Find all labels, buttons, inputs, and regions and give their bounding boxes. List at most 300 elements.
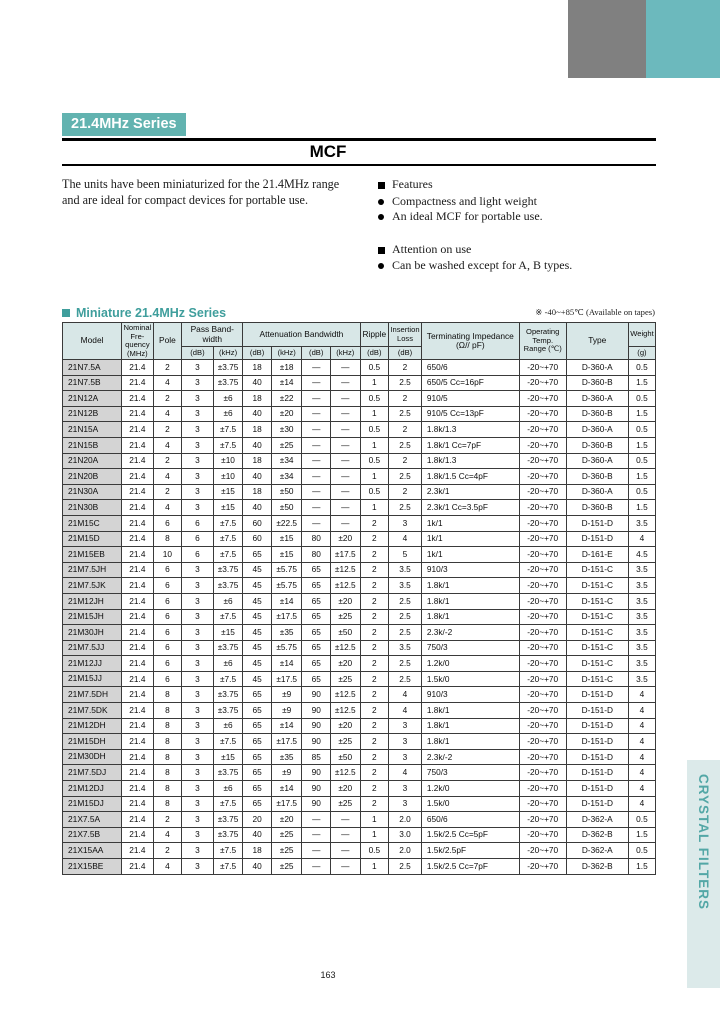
cell-pb-khz: ±6 — [213, 656, 243, 672]
cell-a2-db: 65 — [302, 593, 331, 609]
cell-pole: 4 — [153, 500, 182, 516]
cell-wt: 3.5 — [628, 656, 655, 672]
cell-a2-khz: ±20 — [331, 781, 361, 797]
cell-a1-khz: ±20 — [271, 406, 302, 422]
cell-pb-db: 3 — [182, 422, 214, 438]
cell-type: D-360-A — [566, 391, 628, 407]
cell-freq: 21.4 — [122, 718, 153, 734]
cell-pole: 6 — [153, 515, 182, 531]
cell-temp: -20~+70 — [519, 437, 566, 453]
cell-wt: 0.5 — [628, 453, 655, 469]
cell-pole: 2 — [153, 453, 182, 469]
round-bullet-icon — [378, 263, 384, 269]
cell-pb-db: 3 — [182, 484, 214, 500]
cell-pb-khz: ±15 — [213, 749, 243, 765]
table-row[interactable] — [63, 437, 656, 453]
th-insertion-db: (dB) — [389, 347, 422, 360]
cell-pb-db: 3 — [182, 703, 214, 719]
cell-a2-db: — — [302, 391, 331, 407]
cell-ripple: 1 — [360, 859, 389, 875]
table-row[interactable] — [63, 827, 656, 843]
cell-model: 21M15D — [63, 531, 122, 547]
cell-pb-khz: ±7.5 — [213, 515, 243, 531]
cell-a1-khz: ±14 — [271, 781, 302, 797]
cell-pole: 2 — [153, 422, 182, 438]
cell-pb-khz: ±7.5 — [213, 796, 243, 812]
cell-a2-khz: — — [331, 375, 361, 391]
feature-item — [378, 209, 658, 225]
cell-freq: 21.4 — [122, 781, 153, 797]
cell-a1-khz: ±5.75 — [271, 640, 302, 656]
cell-ripple: 2 — [360, 593, 389, 609]
table-row[interactable] — [63, 453, 656, 469]
table-row[interactable] — [63, 406, 656, 422]
cell-pb-khz: ±6 — [213, 406, 243, 422]
cell-a2-db: 85 — [302, 749, 331, 765]
cell-pb-khz: ±3.75 — [213, 578, 243, 594]
cell-freq: 21.4 — [122, 360, 153, 376]
cell-ins: 2.5 — [389, 437, 422, 453]
cell-temp: -20~+70 — [519, 749, 566, 765]
cell-freq: 21.4 — [122, 500, 153, 516]
cell-a1-db: 18 — [243, 391, 272, 407]
cell-imp: 910/3 — [421, 687, 519, 703]
cell-ins: 2.5 — [389, 469, 422, 485]
cell-pb-db: 6 — [182, 547, 214, 563]
cell-wt: 3.5 — [628, 593, 655, 609]
cell-a1-db: 45 — [243, 562, 272, 578]
cell-temp: -20~+70 — [519, 578, 566, 594]
cell-freq: 21.4 — [122, 640, 153, 656]
attention-heading-row — [378, 242, 658, 258]
cell-temp: -20~+70 — [519, 500, 566, 516]
cell-type: D-151-C — [566, 562, 628, 578]
table-row[interactable] — [63, 515, 656, 531]
cell-type: D-360-A — [566, 453, 628, 469]
cell-model: 21N15B — [63, 437, 122, 453]
cell-pb-khz: ±15 — [213, 625, 243, 641]
cell-ripple: 2 — [360, 531, 389, 547]
cell-pole: 6 — [153, 640, 182, 656]
cell-pb-khz: ±7.5 — [213, 422, 243, 438]
cell-imp: 1k/1 — [421, 515, 519, 531]
cell-model: 21M12JH — [63, 593, 122, 609]
cell-wt: 4 — [628, 749, 655, 765]
features-heading: Features — [392, 177, 433, 191]
table-row[interactable] — [63, 687, 656, 703]
cell-type: D-151-C — [566, 671, 628, 687]
cell-pole: 4 — [153, 375, 182, 391]
cell-ripple: 2 — [360, 515, 389, 531]
table-note: ※ -40~+85℃ (Available on tapes) — [535, 307, 655, 317]
cell-pb-khz: ±15 — [213, 484, 243, 500]
cell-wt: 1.5 — [628, 469, 655, 485]
cell-ins: 2.5 — [389, 593, 422, 609]
cell-imp: 1.8k/1 — [421, 734, 519, 750]
cell-a1-db: 65 — [243, 781, 272, 797]
cell-model: 21M12DJ — [63, 781, 122, 797]
cell-a2-khz: ±20 — [331, 656, 361, 672]
cell-pb-db: 3 — [182, 360, 214, 376]
table-row[interactable] — [63, 671, 656, 687]
cell-temp: -20~+70 — [519, 796, 566, 812]
table-row[interactable] — [63, 422, 656, 438]
cell-a1-db: 18 — [243, 484, 272, 500]
cell-freq: 21.4 — [122, 749, 153, 765]
cell-model: 21M30JH — [63, 625, 122, 641]
cell-pole: 8 — [153, 687, 182, 703]
cell-a1-khz: ±50 — [271, 484, 302, 500]
cell-wt: 1.5 — [628, 500, 655, 516]
th-ripple-db: (dB) — [360, 347, 389, 360]
cell-imp: 2.3k/-2 — [421, 749, 519, 765]
cell-imp: 1.2k/0 — [421, 656, 519, 672]
table-row[interactable] — [63, 593, 656, 609]
cell-imp: 650/5 Cc=16pF — [421, 375, 519, 391]
cell-pole: 4 — [153, 406, 182, 422]
cell-freq: 21.4 — [122, 406, 153, 422]
cell-ins: 2 — [389, 422, 422, 438]
cell-a2-db: 65 — [302, 578, 331, 594]
cell-a2-khz: — — [331, 843, 361, 859]
cell-pb-db: 6 — [182, 531, 214, 547]
table-row[interactable] — [63, 749, 656, 765]
cell-freq: 21.4 — [122, 687, 153, 703]
spacer — [378, 225, 658, 242]
cell-freq: 21.4 — [122, 437, 153, 453]
table-row[interactable] — [63, 734, 656, 750]
cell-model: 21M7.5DK — [63, 703, 122, 719]
cell-pb-db: 3 — [182, 781, 214, 797]
cell-model: 21M12DH — [63, 718, 122, 734]
cell-wt: 4 — [628, 796, 655, 812]
cell-pb-khz: ±6 — [213, 718, 243, 734]
cell-model: 21M15DH — [63, 734, 122, 750]
top-teal-block — [646, 0, 720, 78]
table-row[interactable] — [63, 625, 656, 641]
intro-line-2: and are ideal for compact devices for portable use. — [62, 192, 309, 207]
table-row[interactable] — [63, 484, 656, 500]
cell-wt: 3.5 — [628, 562, 655, 578]
cell-a1-db: 40 — [243, 406, 272, 422]
cell-pb-khz: ±6 — [213, 391, 243, 407]
cell-pb-db: 3 — [182, 656, 214, 672]
cell-pb-db: 3 — [182, 453, 214, 469]
cell-ins: 2.5 — [389, 609, 422, 625]
cell-a2-db: 90 — [302, 703, 331, 719]
table-row[interactable] — [63, 469, 656, 485]
cell-imp: 910/5 Cc=13pF — [421, 406, 519, 422]
features-heading-row — [378, 177, 658, 193]
cell-model: 21N12B — [63, 406, 122, 422]
cell-pole: 2 — [153, 812, 182, 828]
cell-pb-db: 3 — [182, 671, 214, 687]
cell-ins: 3.5 — [389, 562, 422, 578]
cell-a2-db: 80 — [302, 531, 331, 547]
table-row[interactable] — [63, 500, 656, 516]
table-row[interactable] — [63, 656, 656, 672]
cell-wt: 1.5 — [628, 827, 655, 843]
cell-temp: -20~+70 — [519, 859, 566, 875]
feature-item-label: An ideal MCF for portable use. — [392, 209, 543, 223]
cell-a2-db: — — [302, 859, 331, 875]
cell-a1-db: 65 — [243, 718, 272, 734]
cell-model: 21M12JJ — [63, 656, 122, 672]
th-weight: Weight — [628, 323, 655, 347]
cell-pb-db: 3 — [182, 593, 214, 609]
cell-a1-db: 20 — [243, 812, 272, 828]
cell-temp: -20~+70 — [519, 547, 566, 563]
cell-pb-khz: ±3.75 — [213, 812, 243, 828]
cell-a2-db: 65 — [302, 625, 331, 641]
cell-a1-db: 45 — [243, 593, 272, 609]
cell-pole: 6 — [153, 562, 182, 578]
cell-imp: 750/3 — [421, 640, 519, 656]
cell-model: 21M7.5JH — [63, 562, 122, 578]
cell-type: D-360-B — [566, 469, 628, 485]
cell-a2-db: 90 — [302, 781, 331, 797]
cell-type: D-151-D — [566, 765, 628, 781]
cell-freq: 21.4 — [122, 391, 153, 407]
cell-imp: 1.8k/1.3 — [421, 422, 519, 438]
table-row[interactable] — [63, 578, 656, 594]
cell-a2-db: — — [302, 515, 331, 531]
features-block — [378, 177, 658, 274]
cell-a1-db: 65 — [243, 734, 272, 750]
cell-pb-khz: ±3.75 — [213, 827, 243, 843]
cell-pb-db: 3 — [182, 749, 214, 765]
table-row[interactable] — [63, 703, 656, 719]
cell-a1-db: 65 — [243, 796, 272, 812]
cell-temp: -20~+70 — [519, 406, 566, 422]
cell-ripple: 0.5 — [360, 422, 389, 438]
cell-imp: 1.8k/1 — [421, 578, 519, 594]
cell-wt: 4 — [628, 531, 655, 547]
cell-wt: 3.5 — [628, 625, 655, 641]
cell-model: 21M15JH — [63, 609, 122, 625]
cell-a2-db: — — [302, 484, 331, 500]
cell-model: 21M7.5JK — [63, 578, 122, 594]
cell-wt: 1.5 — [628, 437, 655, 453]
cell-pb-db: 3 — [182, 859, 214, 875]
cell-pb-db: 3 — [182, 391, 214, 407]
cell-model: 21N20B — [63, 469, 122, 485]
cell-pb-khz: ±3.75 — [213, 375, 243, 391]
cell-pb-khz: ±7.5 — [213, 843, 243, 859]
th-weight-g: (g) — [628, 347, 655, 360]
cell-type: D-151-C — [566, 578, 628, 594]
cell-temp: -20~+70 — [519, 593, 566, 609]
cell-pole: 4 — [153, 859, 182, 875]
cell-pb-db: 3 — [182, 640, 214, 656]
table-header — [63, 323, 656, 360]
cell-a2-db: — — [302, 469, 331, 485]
cell-pole: 8 — [153, 781, 182, 797]
th-operating-temp-range: Operating Temp. Range (℃) — [519, 323, 566, 360]
cell-ins: 3 — [389, 781, 422, 797]
cell-pole: 4 — [153, 469, 182, 485]
cell-temp: -20~+70 — [519, 625, 566, 641]
cell-a1-db: 65 — [243, 703, 272, 719]
cell-a2-db: — — [302, 827, 331, 843]
sidebar-section-tab — [687, 760, 720, 988]
cell-a1-khz: ±9 — [271, 765, 302, 781]
cell-a1-db: 40 — [243, 827, 272, 843]
cell-freq: 21.4 — [122, 827, 153, 843]
cell-a1-db: 40 — [243, 500, 272, 516]
table-row[interactable] — [63, 391, 656, 407]
attention-item — [378, 258, 658, 274]
cell-a1-khz: ±14 — [271, 718, 302, 734]
cell-model: 21M15EB — [63, 547, 122, 563]
table-row[interactable] — [63, 796, 656, 812]
cell-a2-db: 90 — [302, 718, 331, 734]
cell-type: D-151-D — [566, 703, 628, 719]
cell-a2-khz: — — [331, 484, 361, 500]
cell-a1-khz: ±9 — [271, 687, 302, 703]
th-pole: Pole — [153, 323, 182, 360]
cell-pb-db: 3 — [182, 578, 214, 594]
cell-wt: 4 — [628, 687, 655, 703]
cell-wt: 4.5 — [628, 547, 655, 563]
cell-ins: 4 — [389, 531, 422, 547]
cell-temp: -20~+70 — [519, 703, 566, 719]
table-row[interactable] — [63, 781, 656, 797]
cell-temp: -20~+70 — [519, 812, 566, 828]
cell-type: D-151-D — [566, 515, 628, 531]
cell-ins: 4 — [389, 703, 422, 719]
cell-temp: -20~+70 — [519, 391, 566, 407]
cell-ripple: 2 — [360, 671, 389, 687]
cell-imp: 1.8k/1 — [421, 609, 519, 625]
cell-model: 21M7.5DJ — [63, 765, 122, 781]
cell-a1-khz: ±34 — [271, 453, 302, 469]
cell-imp: 910/3 — [421, 562, 519, 578]
cell-model: 21M15C — [63, 515, 122, 531]
cell-a1-khz: ±15 — [271, 531, 302, 547]
table-row[interactable] — [63, 718, 656, 734]
cell-a2-db: 90 — [302, 765, 331, 781]
th-pass-bandwidth: Pass Band-width — [182, 323, 243, 347]
table-row[interactable] — [63, 843, 656, 859]
cell-imp: 650/6 — [421, 360, 519, 376]
cell-pole: 6 — [153, 625, 182, 641]
cell-a1-db: 45 — [243, 578, 272, 594]
cell-a1-khz: ±14 — [271, 375, 302, 391]
cell-temp: -20~+70 — [519, 718, 566, 734]
feature-item — [378, 194, 658, 210]
cell-pb-khz: ±3.75 — [213, 360, 243, 376]
th-type: Type — [566, 323, 628, 360]
cell-temp: -20~+70 — [519, 469, 566, 485]
cell-freq: 21.4 — [122, 625, 153, 641]
cell-ins: 2 — [389, 360, 422, 376]
attention-heading: Attention on use — [392, 241, 472, 256]
cell-ripple: 2 — [360, 578, 389, 594]
cell-imp: 2.3k/1 Cc=3.5pF — [421, 500, 519, 516]
cell-pole: 6 — [153, 578, 182, 594]
cell-ins: 2 — [389, 484, 422, 500]
table-row[interactable] — [63, 812, 656, 828]
cell-pole: 2 — [153, 484, 182, 500]
cell-model: 21X15AA — [63, 843, 122, 859]
section-heading: Miniature 21.4MHz Series — [76, 306, 227, 320]
cell-a1-khz: ±25 — [271, 859, 302, 875]
cell-a2-khz: — — [331, 859, 361, 875]
cell-a1-db: 45 — [243, 640, 272, 656]
cell-a2-db: 65 — [302, 562, 331, 578]
cell-pb-db: 6 — [182, 515, 214, 531]
cell-temp: -20~+70 — [519, 531, 566, 547]
cell-type: D-362-A — [566, 843, 628, 859]
cell-pb-khz: ±3.75 — [213, 640, 243, 656]
cell-imp: 650/6 — [421, 812, 519, 828]
table-row[interactable] — [63, 360, 656, 376]
cell-a1-khz: ±14 — [271, 593, 302, 609]
table-row[interactable] — [63, 765, 656, 781]
cell-type: D-360-B — [566, 406, 628, 422]
cell-ins: 2 — [389, 391, 422, 407]
cell-freq: 21.4 — [122, 796, 153, 812]
cell-a1-db: 18 — [243, 360, 272, 376]
cell-freq: 21.4 — [122, 812, 153, 828]
cell-imp: 1.8k/1 Cc=7pF — [421, 437, 519, 453]
cell-ripple: 1 — [360, 812, 389, 828]
table-row[interactable] — [63, 562, 656, 578]
cell-ripple: 1 — [360, 437, 389, 453]
cell-pb-db: 3 — [182, 718, 214, 734]
table-row[interactable] — [63, 547, 656, 563]
table-row[interactable] — [63, 640, 656, 656]
cell-model: 21N12A — [63, 391, 122, 407]
cell-a2-db: — — [302, 422, 331, 438]
cell-wt: 0.5 — [628, 484, 655, 500]
cell-pole: 6 — [153, 593, 182, 609]
cell-a1-khz: ±17.5 — [271, 796, 302, 812]
table-row[interactable] — [63, 375, 656, 391]
cell-a2-khz: — — [331, 500, 361, 516]
cell-temp: -20~+70 — [519, 656, 566, 672]
cell-pole: 8 — [153, 531, 182, 547]
cell-imp: 1.8k/1 — [421, 593, 519, 609]
cell-a1-khz: ±22.5 — [271, 515, 302, 531]
cell-ripple: 2 — [360, 734, 389, 750]
cell-ins: 2.5 — [389, 625, 422, 641]
th-att1-khz: (kHz) — [271, 347, 302, 360]
cell-type: D-360-B — [566, 437, 628, 453]
cell-temp: -20~+70 — [519, 453, 566, 469]
cell-wt: 3.5 — [628, 578, 655, 594]
cell-a2-khz: ±25 — [331, 609, 361, 625]
cell-pb-db: 3 — [182, 827, 214, 843]
cell-ripple: 2 — [360, 562, 389, 578]
cell-ripple: 0.5 — [360, 360, 389, 376]
table-row[interactable] — [63, 531, 656, 547]
cell-temp: -20~+70 — [519, 609, 566, 625]
table-row[interactable] — [63, 859, 656, 875]
cell-ripple: 1 — [360, 827, 389, 843]
cell-freq: 21.4 — [122, 765, 153, 781]
th-attenuation-bandwidth: Attenuation Bandwidth — [243, 323, 360, 347]
cell-type: D-151-C — [566, 609, 628, 625]
cell-a2-khz: ±12.5 — [331, 640, 361, 656]
cell-pb-db: 3 — [182, 562, 214, 578]
cell-wt: 3.5 — [628, 640, 655, 656]
cell-model: 21M7.5JJ — [63, 640, 122, 656]
cell-a2-khz: ±25 — [331, 671, 361, 687]
table-row[interactable] — [63, 609, 656, 625]
cell-ins: 4 — [389, 765, 422, 781]
